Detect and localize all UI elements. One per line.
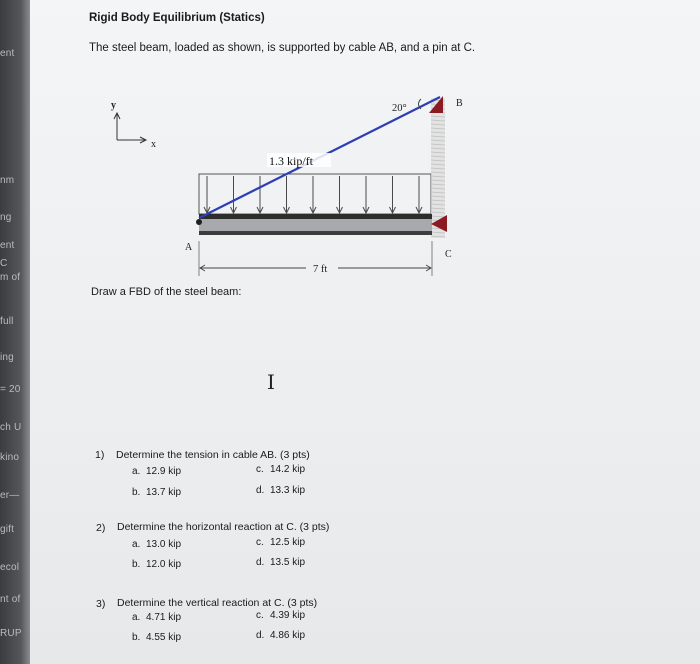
support-wall <box>431 98 445 238</box>
option-b[interactable]: 4.55 kip <box>146 632 182 643</box>
question-number: 3) <box>96 598 106 610</box>
axis-x-label: x <box>151 139 156 150</box>
strip-fragment: = 20 <box>0 384 21 395</box>
point-b-label: B <box>456 98 463 109</box>
option-c[interactable]: 4.39 kip <box>270 610 306 621</box>
option-c[interactable]: 14.2 kip <box>270 464 306 475</box>
option-letter: d. <box>256 485 265 496</box>
problem-statement: The steel beam, loaded as shown, is supported by cable AB, and a pin at C. <box>89 42 476 54</box>
strip-fragment: nt of <box>0 594 21 605</box>
load-label: 1.3 kip/ft <box>269 154 313 168</box>
option-b[interactable]: 13.7 kip <box>146 487 182 498</box>
strip-fragment: gift <box>0 524 15 535</box>
text-cursor-icon: I <box>267 370 275 394</box>
question-text: Determine the tension in cable AB. (3 pts) <box>116 449 310 461</box>
strip-fragment: ng <box>0 212 12 223</box>
pin-a-icon <box>196 219 202 225</box>
strip-fragment: kino <box>0 452 20 463</box>
point-c-label: C <box>445 249 452 260</box>
option-letter: d. <box>256 630 265 641</box>
option-a[interactable]: 12.9 kip <box>146 466 182 477</box>
option-d[interactable]: 13.5 kip <box>270 557 306 568</box>
load-arrows <box>204 176 422 213</box>
option-letter: c. <box>256 537 264 548</box>
question-text: Determine the vertical reaction at C. (3 pts) <box>117 597 318 609</box>
option-letter: b. <box>132 487 141 498</box>
question-text: Determine the horizontal reaction at C. (3 pts) <box>117 521 330 533</box>
steel-beam <box>199 214 432 235</box>
option-d[interactable]: 4.86 kip <box>270 630 306 641</box>
strip-fragment: ch U <box>0 422 22 433</box>
option-a[interactable]: 13.0 kip <box>146 539 182 550</box>
option-letter: d. <box>256 557 265 568</box>
option-letter: a. <box>132 539 141 550</box>
option-b[interactable]: 12.0 kip <box>146 559 182 570</box>
option-letter: c. <box>256 610 264 621</box>
strip-fragment: full <box>0 316 14 327</box>
strip-fragment: ent <box>0 48 15 59</box>
option-letter: b. <box>132 559 141 570</box>
page-title: Rigid Body Equilibrium (Statics) <box>89 12 265 24</box>
strip-fragment: C <box>0 258 8 269</box>
strip-fragment: nm <box>0 175 15 186</box>
option-letter: b. <box>132 632 141 643</box>
option-d[interactable]: 13.3 kip <box>270 485 306 496</box>
fbd-prompt: Draw a FBD of the steel beam: <box>91 286 242 298</box>
strip-fragment: ecol <box>0 562 20 573</box>
strip-fragment: er— <box>0 490 20 501</box>
question-number: 1) <box>95 449 105 461</box>
question-number: 2) <box>96 522 106 534</box>
strip-fragment: ent <box>0 240 15 251</box>
axis-y-label: y <box>111 100 116 111</box>
option-letter: a. <box>132 612 141 623</box>
strip-fragment: ing <box>0 352 14 363</box>
angle-label: 20° <box>392 103 407 114</box>
strip-fragment: RUP <box>0 628 22 639</box>
option-a[interactable]: 4.71 kip <box>146 612 182 623</box>
option-letter: c. <box>256 464 264 475</box>
point-a-label: A <box>185 242 193 253</box>
length-label: 7 ft <box>313 264 328 275</box>
strip-fragment: m of <box>0 272 21 283</box>
axes-icon <box>114 113 146 143</box>
option-c[interactable]: 12.5 kip <box>270 537 306 548</box>
option-letter: a. <box>132 466 141 477</box>
